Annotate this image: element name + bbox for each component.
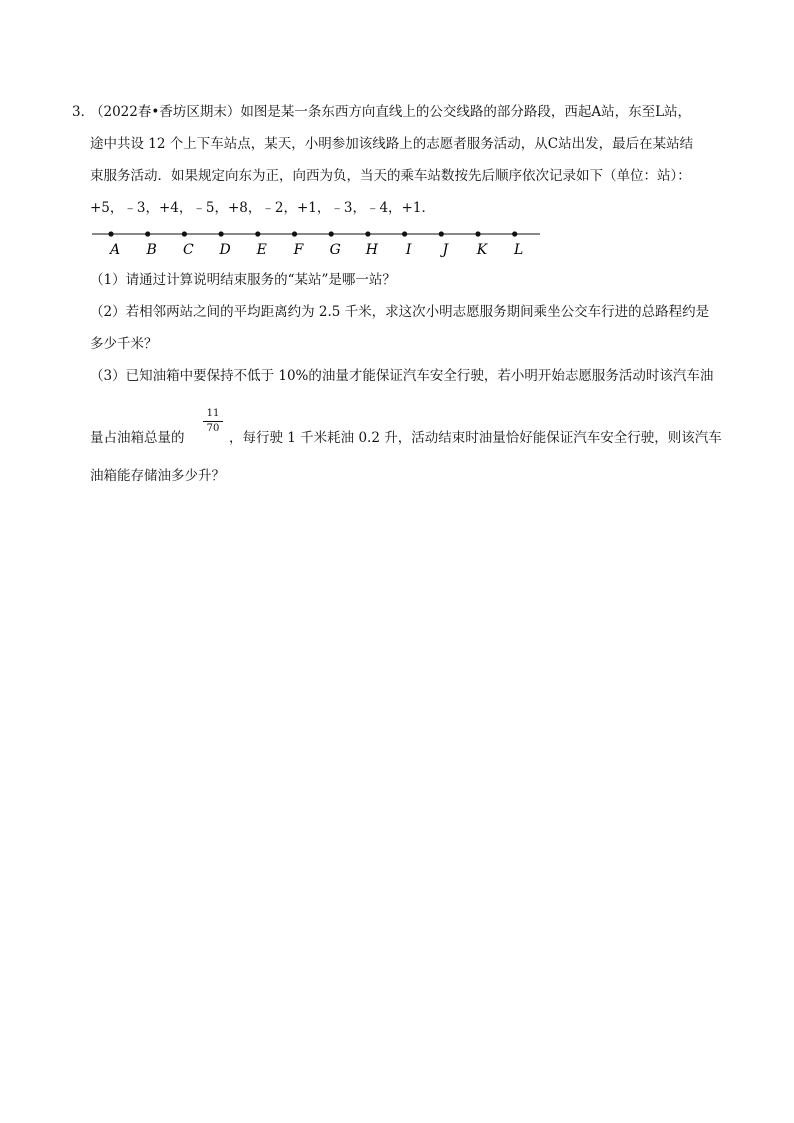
station-dot-d — [219, 231, 224, 236]
station-label-i: I — [405, 242, 412, 258]
station-label-k: K — [476, 242, 488, 258]
station-dot-a — [108, 231, 113, 236]
station-label-e: E — [256, 242, 267, 258]
fraction-11-70 — [203, 408, 223, 435]
problem-text-line-1: （2022春•香坊区期末）如图是某一条东西方向直线上的公交线路的部分路段，西起A站，东至L站， — [90, 104, 692, 120]
station-dot-k — [475, 231, 480, 236]
station-label-j: J — [442, 242, 449, 258]
station-label-a: A — [109, 242, 121, 258]
station-dot-f — [292, 231, 297, 236]
question-2-line-2: 多少千米？ — [90, 336, 158, 352]
station-label-h: H — [365, 242, 379, 258]
station-dot-e — [255, 231, 260, 236]
station-dot-b — [145, 231, 150, 236]
station-dot-c — [182, 231, 187, 236]
station-label-g: G — [329, 242, 341, 258]
station-dot-h — [365, 231, 370, 236]
station-label-d: D — [219, 242, 231, 258]
station-label-b: B — [146, 242, 157, 258]
problem-number: 3． — [72, 104, 95, 120]
problem-text-line-3: 束服务活动．如果规定向东为正，向西为负，当天的乘车站数按先后顺序依次记录如下（单位：站）： — [90, 168, 691, 184]
station-dot-i — [402, 231, 407, 236]
station-label-c: C — [183, 242, 194, 258]
question-1: （1）请通过计算说明结束服务的“某站”是哪一站？ — [90, 272, 396, 288]
problem-text-line-4: +5，﹣3，+4，﹣5，+8，﹣2，+1，﹣3，﹣4，+1． — [90, 200, 435, 216]
station-label-f: F — [293, 242, 304, 258]
fraction-denominator: 70 — [206, 423, 220, 434]
station-label-l: L — [514, 242, 524, 258]
question-2-line-1: （2）若相邻两站之间的平均距离约为 2.5 千米，求这次小明志愿服务期间乘坐公交车行进的总路程约是 — [90, 304, 710, 320]
question-3-line-1: （3）已知油箱中要保持不低于 10%的油量才能保证汽车安全行驶，若小明开始志愿服务活动时该汽车油 — [90, 368, 714, 384]
question-3-line-2-suffix: ，每行驶 1 千米耗油 0.2 升，活动结束时油量恰好能保证汽车安全行驶，则该汽车 — [229, 430, 722, 446]
question-3-line-3: 油箱能存储油多少升？ — [90, 468, 225, 484]
station-dot-l — [512, 231, 517, 236]
question-3-line-2-prefix: 量占油箱总量的 — [90, 430, 185, 446]
fraction-numerator: 11 — [206, 408, 220, 419]
problem-text-line-2: 途中共设 12 个上下车站点，某天，小明参加该线路上的志愿者服务活动，从C站出发，最后在某站结 — [90, 136, 694, 152]
station-dot-j — [439, 231, 444, 236]
number-line-figure — [0, 0, 794, 270]
station-dot-g — [329, 231, 334, 236]
fraction-bar — [203, 421, 223, 422]
